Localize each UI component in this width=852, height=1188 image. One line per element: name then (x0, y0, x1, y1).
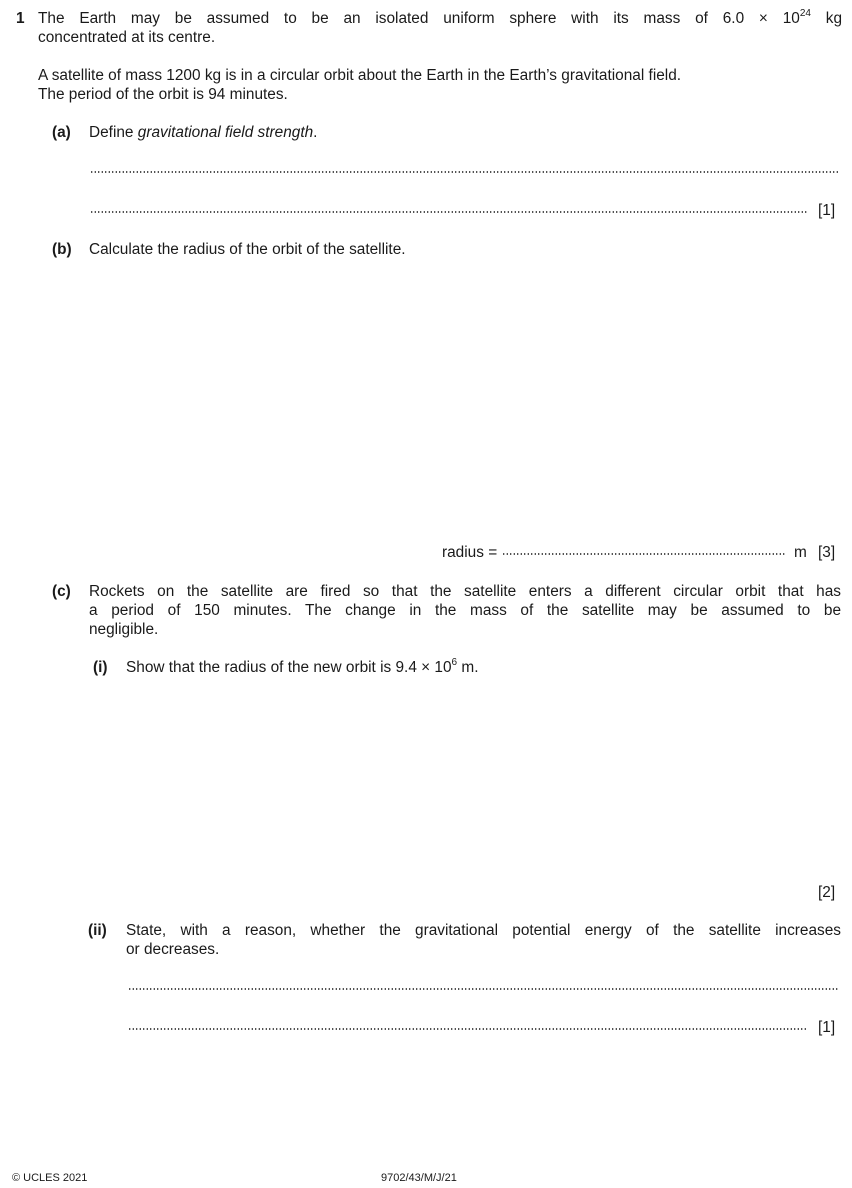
question-intro-line2: concentrated at its centre. (38, 29, 216, 46)
part-a-marks: [1] (818, 202, 836, 219)
part-c-i-text: Show that the radius of the new orbit is $9.4 \times 10^6$ m. (126, 656, 479, 676)
part-a-answer-line-1[interactable] (90, 171, 838, 173)
part-c-ii-answer-line-2[interactable] (128, 1028, 808, 1030)
question-intro-line1: The Earth may be assumed to be an isolated uniform sphere with its mass of $6.0 \times 10^{24}$ kg (38, 7, 843, 27)
radius-answer-line[interactable] (502, 553, 785, 555)
question-number: 1 (16, 10, 25, 27)
part-a-answer-line-2[interactable] (90, 211, 808, 213)
part-c-i-marks: [2] (818, 884, 836, 901)
part-c-line3: negligible. (89, 621, 159, 638)
footer-copyright: © UCLES 2021 (12, 1172, 88, 1184)
part-c-ii-marks: [1] (818, 1019, 836, 1036)
radius-answer-label: radius = (442, 544, 498, 561)
part-c-ii-line1: State, with a reason, whether the gravitational potential energy of the satellite increases (126, 922, 841, 939)
part-c-line2: a period of 150 minutes. The change in the mass of the satellite may be assumed to be (89, 602, 841, 619)
part-b-marks: [3] (818, 544, 836, 561)
footer-paper-code: 9702/43/M/J/21 (381, 1172, 457, 1184)
part-a-text: Define gravitational field strength. (89, 124, 318, 141)
part-c-line1: Rockets on the satellite are fired so that the satellite enters a different circular orbit that has (89, 583, 841, 600)
satellite-description-line2: The period of the orbit is 94 minutes. (38, 86, 288, 103)
radius-answer-unit: m (794, 544, 807, 561)
satellite-description-line1: A satellite of mass 1200 kg is in a circular orbit about the Earth in the Earth’s gravitational field. (38, 67, 682, 84)
part-c-ii-line2: or decreases. (126, 941, 220, 958)
part-a-label: (a) (52, 124, 71, 141)
part-c-label: (c) (52, 583, 71, 600)
part-c-ii-answer-line-1[interactable] (128, 988, 838, 990)
part-c-ii-label: (ii) (88, 922, 107, 939)
part-b-text: Calculate the radius of the orbit of the satellite. (89, 241, 406, 258)
part-c-i-label: (i) (93, 659, 108, 676)
part-b-label: (b) (52, 241, 72, 258)
